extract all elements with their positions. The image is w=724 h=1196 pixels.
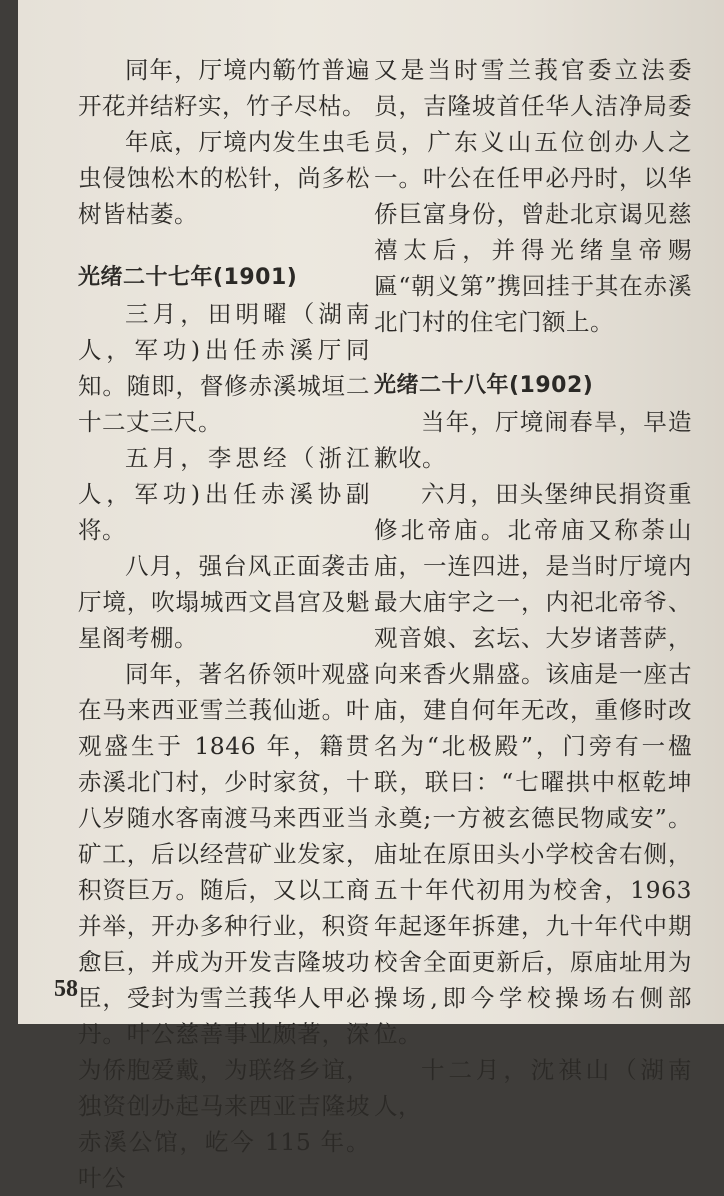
right-column	[374, 52, 692, 1124]
paragraph-tian-mingyao: 三月，田明曜（湖南人，军功)出任赤溪厅同知。随即，督修赤溪城垣二十二丈三尺。	[78, 300, 370, 436]
paragraph-bamboo: 同年，厅境内簕竹普遍开花并结籽实，竹子尽枯。	[78, 56, 370, 120]
left-column	[78, 52, 370, 1196]
paragraph-drought: 当年，厅境闹春旱，早造歉收。	[374, 408, 692, 472]
year-heading-1901: 光绪二十七年(1901)	[78, 265, 298, 290]
book-page	[18, 0, 724, 1192]
paragraph-li-sijing: 五月，李思经（浙江人，军功)出任赤溪协副将。	[78, 444, 370, 544]
paragraph-beidi-temple: 六月，田头堡绅民捐资重修北帝庙。北帝庙又称荼山庙，一连四进，是当时厅境内最大庙宇之一，内祀北帝爷、观音娘、玄坛、大岁诸菩萨，向来香火鼎盛。该庙是一座古庙，建自何年无改，重修时改名为“北极殿”，门旁有一楹联，联曰：“七曜拱中枢乾坤永奠;一方被玄德民物咸安”。庙址在原田头小学校舍右侧，五十年代初用为校舍，1963 年起逐年拆建，九十年代中期校舍全面更新后，原庙址用为操场,即今学校操场右侧部位。	[374, 480, 692, 1048]
paragraph-typhoon: 八月，强台风正面袭击厅境，吹塌城西文昌宫及魁星阁考棚。	[78, 552, 370, 652]
paragraph-ye-guansheng: 同年，著名侨领叶观盛在马来西亚雪兰莪仙逝。叶观盛生于 1846 年，籍贯赤溪北门村，少时家贫，十八岁随水客南渡马来西亚当矿工，后以经营矿业发家，积资巨万。随后，又以工商并举，开办多种行业，积资愈巨，并成为开发吉隆坡功臣，受封为雪兰莪华人甲必丹。叶公慈善事业颇著，深为侨胞爱戴，为联络乡谊，独资创办起马来西亚吉隆坡赤溪公馆，屹今 115 年。叶公	[78, 660, 370, 1192]
year-heading-1902: 光绪二十八年(1902)	[374, 373, 594, 398]
paragraph-pine: 年底，厅境内发生虫毛虫侵蚀松木的松针，尚多松树皆枯萎。	[78, 128, 370, 228]
page-number: 58	[54, 976, 78, 1002]
paragraph-ye-continued: 又是当时雪兰莪官委立法委员，吉隆坡首任华人洁净局委员，广东义山五位创办人之一。叶公在任甲必丹时，以华侨巨富身份，曾赴北京谒见慈禧太后，并得光绪皇帝赐匾“朝义第”携回挂于其在赤溪北门村的住宅门额上。	[374, 56, 692, 336]
paragraph-shen-qishan: 十二月，沈祺山（湖南人，	[374, 1056, 692, 1120]
